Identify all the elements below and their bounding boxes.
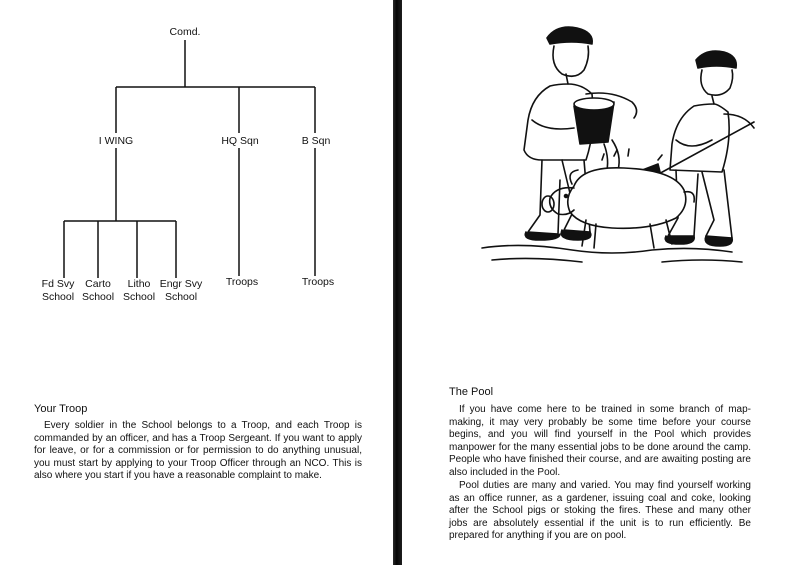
org-node-hq-troops: Troops (225, 276, 259, 288)
org-node-comd: Comd. (169, 26, 201, 38)
org-node-label-line: Litho (127, 278, 151, 290)
org-node-litho-school (123, 278, 155, 304)
the-pool-heading: The Pool (449, 386, 494, 398)
the-pool-paragraph-2: Pool duties are many and varied. You may find yourself working as an office runner, as a gardener, issuing coal and coke, looking after the School pigs or stoking the fires. These and many other jobs are absolutely essential if the unit is to run efficiently. Be prepared for anything if you are on pool. (449, 480, 751, 542)
right-page (402, 0, 800, 565)
org-node-engr-svy-school (160, 278, 203, 304)
booklet-spine (393, 0, 402, 565)
org-node-label-line: Engr Svy (159, 278, 203, 290)
org-node-label-line: Fd Svy (41, 278, 75, 290)
your-troop-paragraph: Every soldier in the School belongs to a Troop, and each Troop is commanded by an officer, and has a Troop Sergeant. If you want to apply for leave, or for a commission or for permission to do anything unusual, you must start by applying to your Troop Officer through an NCO. This is also where you start if you have a reasonable complaint to make. (34, 420, 362, 482)
org-node-label-line: School (122, 291, 156, 303)
org-node-label-line: Carto (85, 278, 111, 290)
left-page (0, 0, 394, 565)
cartoon-drawing (462, 10, 772, 275)
org-chart-lines (0, 0, 394, 320)
soldiers-washing-pig-illustration (462, 10, 772, 275)
org-node-hq-sqn: HQ Sqn (221, 135, 259, 147)
org-node-label-line: School (164, 291, 198, 303)
org-node-i-wing: I WING (98, 135, 134, 147)
org-node-b-sqn: B Sqn (301, 135, 331, 147)
your-troop-heading: Your Troop (34, 403, 88, 415)
org-node-label-line: School (41, 291, 75, 303)
the-pool-paragraph-1: If you have come here to be trained in some branch of map-making, it may very probably be some time before your course begins, and you will find yourself in the Pool which provides manpower for the many essential jobs to be done around the camp. People who have finished their course, and are awaiting posting are also included in the Pool. (449, 404, 751, 478)
org-node-fd-svy-school (42, 278, 75, 304)
org-node-label-line: School (81, 291, 115, 303)
org-node-b-troops: Troops (301, 276, 335, 288)
org-node-carto-school (82, 278, 114, 304)
org-chart (0, 0, 394, 320)
